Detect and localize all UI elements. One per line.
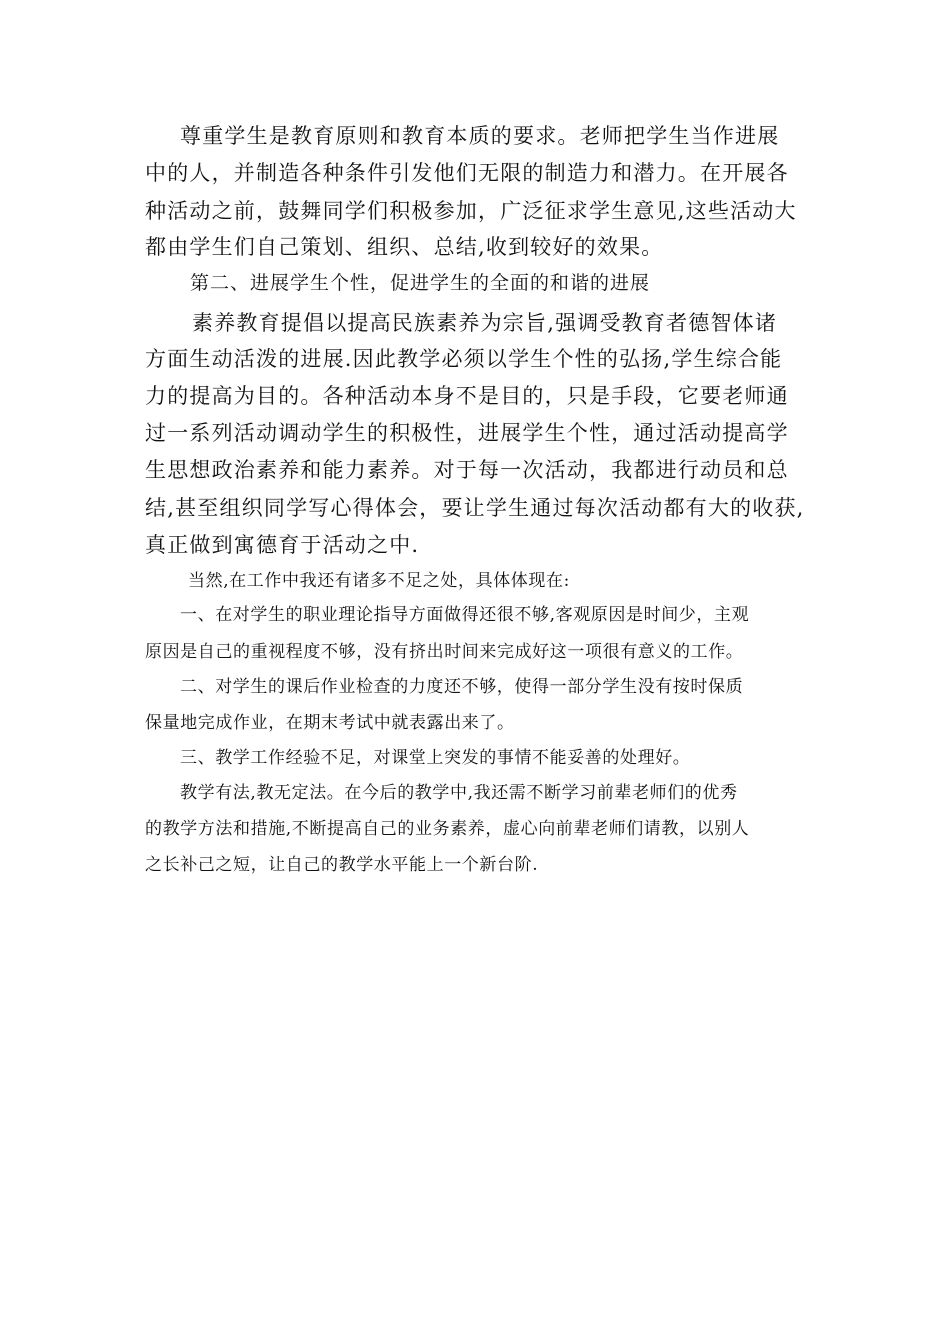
text-line: 原因是自己的重视程度不够，没有挤出时间来完成好这一项很有意义的工作。 [145,642,744,662]
text-line: 尊重学生是教育原则和教育本质的要求。老师把学生当作进展 [180,124,780,148]
text-line: 都由学生们自己策划、组织、总结,收到较好的效果。 [145,235,664,259]
text-line: 之长补己之短，让自己的教学水平能上一个新台阶. [145,855,539,875]
text-line: 方面生动活泼的进展.因此教学必须以学生个性的弘扬,学生综合能 [145,347,783,371]
text-line: 力的提高为目的。各种活动本身不是目的，只是手段，它要老师通 [145,384,789,408]
text-line: 当然,在工作中我还有诸多不足之处，具体体现在: [188,571,570,591]
text-line: 生思想政治素养和能力素养。对于每一次活动，我都进行动员和总 [145,458,789,482]
text-line: 结,甚至组织同学写心得体会，要让学生通过每次活动都有大的收获, [145,496,805,520]
text-line: 素养教育提倡以提高民族素养为宗旨,强调受教育者德智体诸 [192,311,778,335]
text-line: 二、对学生的课后作业检查的力度还不够，使得一部分学生没有按时保质 [180,677,744,697]
text-line: 教学有法,教无定法。在今后的教学中,我还需不断学习前辈老师们的优秀 [180,783,738,803]
text-line: 过一系列活动调动学生的积极性，进展学生个性，通过活动提高学 [145,421,789,445]
text-line: 中的人，并制造各种条件引发他们无限的制造力和潜力。在开展各 [145,161,789,185]
text-line: 保量地完成作业，在期末考试中就表露出来了。 [145,713,515,733]
section-heading: 第二、进展学生个性，促进学生的全面的和谐的进展 [190,272,651,294]
text-line: 的教学方法和措施,不断提高自己的业务素养，虚心向前辈老师们请教，以别人 [145,819,750,839]
text-line: 种活动之前，鼓舞同学们积极参加，广泛征求学生意见,这些活动大 [145,199,797,223]
text-line: 三、教学工作经验不足，对课堂上突发的事情不能妥善的处理好。 [180,748,691,768]
text-line: 真正做到寓德育于活动之中. [145,533,420,557]
text-line: 一、在对学生的职业理论指导方面做得还很不够,客观原因是时间少，主观 [180,605,750,625]
